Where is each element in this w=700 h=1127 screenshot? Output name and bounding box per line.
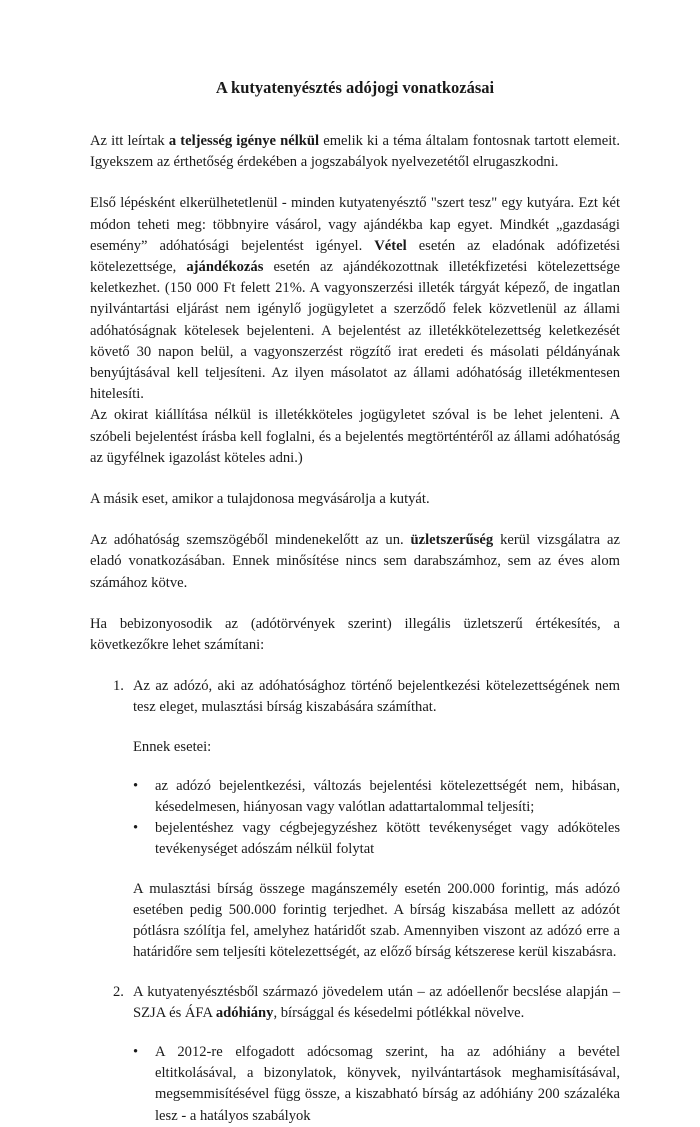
list-number: 2.	[113, 983, 124, 1000]
intro-text-2: emelik ki a téma általam fontosnak tartott elemeit. Igyekszem az érthetőség érdekében a jogszabályok nyelvezetétől elrugaszkodni.	[90, 133, 620, 171]
business-bold-text: üzletszerűség	[410, 532, 494, 549]
intro-bold-text: a teljesség igénye nélkül	[168, 133, 320, 149]
list-item-1	[90, 676, 620, 963]
authority-text: Az adóhatóság szemszögéből mindenekelőtt az un.	[90, 532, 411, 549]
cases-bullet-list	[133, 776, 620, 861]
list-item-text	[133, 982, 620, 1024]
list-item-text: Az az adózó, aki az adóhatósághoz történő bejelentkezési kötelezettségének nem tesz eleget, mulasztási bírság kiszabására számíthat.	[133, 678, 620, 716]
bullet-icon: •	[133, 777, 139, 794]
bullet-icon: •	[133, 820, 139, 837]
tax-text: A kutyatenyésztésből származó jövedelem után – az adóellenőr becslése alapján – SZJA és ÁFA	[133, 983, 620, 1021]
intro-paragraph	[90, 131, 620, 173]
tax-text-2: , bírsággal és késedelmi pótlékkal növelve.	[273, 1004, 525, 1021]
acquisition-text-3: esetén az ajándékozottnak illetékfizetési kötelezettsége keletkezhet. (150 000 Ft felett 21%. A vagyonszerzési illeték tárgyát képező, de ingatlan nyilvántartási eljárást nem igénylő jogügyletet a szerződő felek közvetlenül az állami adóhatóságnak kötelesek bejelenteni. A bejelentést az illetékkötelezettség keletkezését követő 30 napon belül, a vagyonszerzést rögzítő irat eredeti és másolati példányának benyújtásával kell teljesíteni. Az ilyen másolatot az állami adóhatóság illetékmentesen hitelesíti.	[90, 259, 620, 403]
list-number: 1.	[113, 678, 124, 695]
illegal-sales-paragraph: Ha bebizonyosodik az (adótörvények szerint) illegális üzletszerű értékesítés, a következőkre lehet számítani:	[90, 615, 620, 654]
fine-paragraph: A mulasztási bírság összege magánszemély esetén 200.000 forintig, más adózó esetében pedig 500.000 forintig terjedhet. A bírság kiszabása mellett az adózót pótlásra szólítja fel, amelyhez határidőt szab. Amennyiben viszont az adózó erre a határidőre sem teljesíti kötelezettségét, az előző bírság kétszerese kerül kiszabásra.	[133, 880, 620, 961]
bullet-text: A 2012-re elfogadott adócsomag szerint, ha az adóhiány a bevétel eltitkolásával, a bizonylatok, könyvek, nyilvántartások meghamisításával, megsemmisítésével függ össze, a kiszabható bírság az adóhiány 200 százaléka lesz - a hatályos szabályok	[155, 1043, 620, 1124]
gift-bold-text: ajándékozás	[186, 259, 264, 276]
oral-declaration-paragraph: Az okirat kiállítása nélkül is illetékköteles jogügyletet szóval is be lehet jelenteni. A szóbeli bejelentést írásba kell foglalni, és a bejelentés megtörténtéről az állami adóhatóság az ügyfélnek igazolást köteles adni.)	[90, 407, 620, 466]
tax-shortfall-bold-text: adóhiány	[215, 1004, 274, 1021]
purchase-bold-text: Vétel	[374, 237, 407, 254]
bullet-text: az adózó bejelentkezési, változás bejelentési kötelezettségét nem, hibásan, késedelmesen, hiányosan vagy valótlan adattartalommal teljesíti;	[155, 777, 620, 816]
tax-bullet-list	[133, 1042, 620, 1127]
intro-text: Az itt leírtak	[90, 133, 169, 149]
consequence-list	[90, 676, 620, 1126]
list-item-2	[90, 982, 620, 1127]
authority-paragraph	[90, 530, 620, 594]
other-case-paragraph: A másik eset, amikor a tulajdonosa megvásárolja a kutyát.	[90, 491, 430, 508]
bullet-text: bejelentéshez vagy cégbejegyzéshez kötött tevékenységet vagy adóköteles tevékenységet adószám nélkül folytat	[155, 820, 620, 858]
acquisition-paragraph	[90, 193, 620, 405]
authority-text-2: kerül vizsgálatra az eladó vonatkozásában. Ennek minősítése nincs sem darabszámhoz, sem az éves alom számához kötve.	[90, 532, 621, 591]
bullet-item	[133, 1042, 620, 1127]
bullet-item	[133, 776, 620, 818]
bullet-icon: •	[133, 1043, 139, 1060]
cases-label: Ennek esetei:	[133, 738, 212, 755]
acquisition-text: Első lépésként elkerülhetetlenül - minden kutyatenyésztő "szert tesz" egy kutyára. Ezt két módon teheti meg: többnyire vásárol, vagy ajándékba kap egyet. Mindkét „gazdasági esemény” adóhatósági bejelentést igényel.	[90, 195, 620, 254]
acquisition-text-2: esetén az eladónak adófizetési kötelezettsége,	[90, 237, 620, 276]
document-title: A kutyatenyésztés adójogi vonatkozásai	[215, 78, 495, 97]
bullet-item	[133, 818, 620, 860]
